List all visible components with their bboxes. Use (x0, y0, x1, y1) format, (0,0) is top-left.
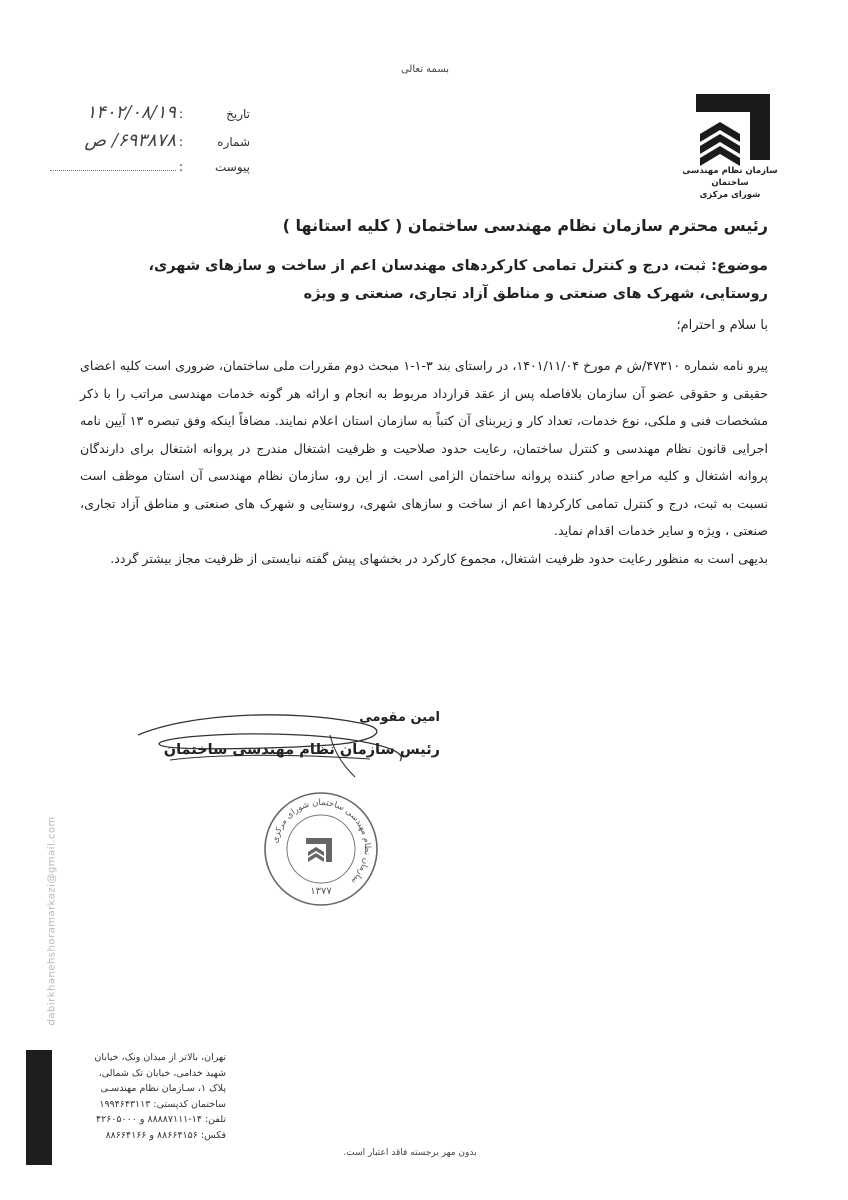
footer-phone: تلفن: ۱۴-۸۸۸۸۷۱۱۱ و ۴۲۶۰۵۰۰۰ (96, 1114, 226, 1125)
date-label: تاریخ (226, 107, 250, 121)
number-value: ۶۹۳۸۷۸/ ص (84, 130, 176, 151)
signatory-name: امین مقومی (359, 710, 440, 725)
attachment-label: پیوست (215, 160, 250, 174)
number-label: شماره (217, 135, 250, 149)
footer-address-line: پلاک ۱، سـازمان نظام مهندسـی (100, 1083, 226, 1094)
stamp-text: سازمان نظام مهندسی ساختمان شورای مرکزی (270, 797, 373, 886)
org-name (670, 165, 790, 201)
org-name-line2: شورای مرکزی (699, 190, 761, 200)
stamp-year: ۱۳۷۷ (310, 886, 332, 897)
attachment-colon: : (178, 160, 184, 174)
side-email-watermark: dabirkhanehshoramarkazi@gmail.com (46, 816, 58, 1026)
date-value: ۱۴۰۲/۰۸/۱۹ (86, 102, 176, 123)
footer-address-line: شهید خدامی، خیابان تک شمالی، (98, 1067, 226, 1079)
stamp-validity-note: بدون مهر برجسته فاقد اعتبار است. (343, 1148, 477, 1158)
letter-meta (50, 102, 250, 186)
greeting: با سلام و احترام؛ (676, 318, 768, 333)
subject-label: موضوع: (711, 258, 768, 274)
letter-body (80, 352, 768, 572)
attachment-row (50, 158, 250, 186)
body-paragraph-2: بدیهی است به منظور رعایت حدود ظرفیت اشتغال، مجموع کارکرد در بخشهای پیش گفته نبایستی از ظرفیت مجاز بیشتر گردد. (110, 550, 768, 566)
date-colon: : (178, 107, 184, 121)
signatory-title: رئیس سازمان نظام مهندسی ساختمان (163, 742, 440, 758)
org-name-line1: سازمان نظام مهندسی ساختمان (682, 166, 778, 188)
footer-address (66, 1050, 226, 1143)
bismillah-heading: بسمه تعالی (400, 64, 450, 75)
official-stamp (262, 790, 380, 908)
date-row (50, 102, 250, 130)
number-colon: : (178, 135, 184, 149)
addressee: رئیس محترم سازمان نظام مهندسی ساختمان ( کلیه استانها ) (282, 216, 768, 235)
subject-text: ثبت، درج و کنترل تمامی کارکردهای مهندسان اعم از ساخت و سازهای شهری، روستایی، شهرک های صنعتی و مناطق آزاد تجاری، صنعتی و ویژه (148, 258, 768, 302)
footer-postal-code: ساختمان کدپستی: ۱۹۹۴۶۴۳۱۱۳ (99, 1098, 226, 1110)
number-row (50, 130, 250, 158)
subject (80, 252, 768, 308)
body-paragraph-1: پیرو نامه شماره ۴۷۳۱۰/ش م مورخ ۱۴۰۱/۱۱/۰۴، در راستای بند ۳-۱-۱ مبحث دوم مقررات ملی ساختمان، ضروری است کلیه اعضای حقیقی و حقوقی عضو آن سازمان بلافاصله پس از عقد قرارداد مربوط به انجام و ارائه هر گونه خدمات مهندسی مراتب را با ذکر مشخصات فنی و ملکی، نوع خدمات، تعداد کار و زیربنای آن کتباً به سازمان استان اعلام نمایند. مضافاً اینکه وفق تبصره ۱۳ آیین نامه اجرایی قانون نظام مهندسی و کنترل ساختمان، رعایت حدود صلاحیت و ظرفیت اشتغال مندرج در پروانه اشتغال برای دارندگان پروانه اشتغال و کلیه مراجع صادر کننده پروانه ساختمان الزامی است. از این رو، سازمان نظام مهندسی آن استان موظف است نسبت به ثبت، درج و کنترل تمامی کارکردها اعم از ساخت و سازهای شهری، روستایی و شهرک های صنعتی و مناطق آزاد تجاری، صنعتی ، ویژه و سایر خدمات اقدام نماید. (80, 358, 769, 538)
footer-fax: فکس: ۸۸۶۶۴۱۵۶ و ۸۸۶۶۴۱۶۶ (105, 1129, 226, 1141)
footer-bar (26, 1050, 52, 1165)
footer-address-line: تهران، بالاتر از میدان ونک، خیابان (94, 1052, 226, 1063)
attachment-value (50, 158, 176, 171)
